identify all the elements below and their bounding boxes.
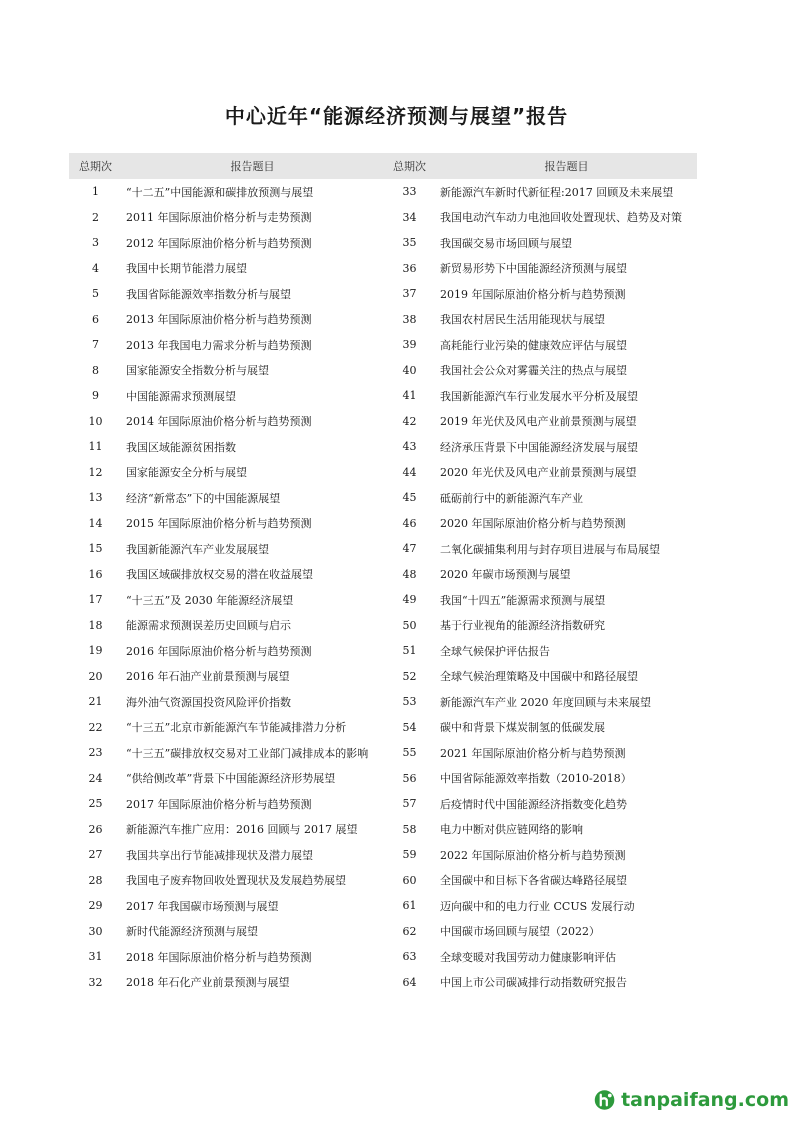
report-title-cell: 我国区域能源贫困指数 <box>126 440 236 454</box>
report-title-cell: “十三五”及 2030 年能源经济展望 <box>126 593 294 607</box>
report-title-cell: 国家能源安全指数分析与展望 <box>126 364 269 378</box>
issue-no-cell: 31 <box>88 950 103 964</box>
report-title-cell: 2014 年国际原油价格分析与趋势预测 <box>126 415 312 429</box>
issue-no-cell: 4 <box>92 261 99 275</box>
report-table <box>69 153 697 995</box>
table-row <box>69 536 697 562</box>
issue-no-cell: 39 <box>402 338 417 352</box>
report-title-cell: 2019 年国际原油价格分析与趋势预测 <box>440 287 626 301</box>
table-row <box>69 383 697 409</box>
report-title-cell: 新能源汽车新时代新征程:2017 回顾及未来展望 <box>440 185 674 199</box>
issue-no-cell: 48 <box>402 567 417 581</box>
table-row <box>69 919 697 945</box>
report-title-cell: 新贸易形势下中国能源经济预测与展望 <box>440 262 627 276</box>
issue-no-cell: 59 <box>402 848 417 862</box>
report-title-cell: 高耗能行业污染的健康效应评估与展望 <box>440 338 627 352</box>
table-row <box>69 511 697 537</box>
report-title-cell: 新时代能源经济预测与展望 <box>126 925 258 939</box>
report-title-cell: 2016 年国际原油价格分析与趋势预测 <box>126 644 312 658</box>
table-row <box>69 307 697 333</box>
report-title-cell: 迈向碳中和的电力行业 CCUS 发展行动 <box>440 899 635 913</box>
table-row <box>69 230 697 256</box>
issue-no-cell: 44 <box>402 465 417 479</box>
issue-no-cell: 7 <box>92 338 99 352</box>
report-title-cell: “十三五”北京市新能源汽车节能减排潜力分析 <box>126 721 347 735</box>
report-title-cell: 2017 年国际原油价格分析与趋势预测 <box>126 797 312 811</box>
table-row <box>69 842 697 868</box>
issue-no-cell: 28 <box>88 873 103 887</box>
issue-no-cell: 10 <box>88 414 103 428</box>
report-title-cell: 我国新能源汽车行业发展水平分析及展望 <box>440 389 638 403</box>
table-row <box>69 664 697 690</box>
issue-no-cell: 36 <box>402 261 417 275</box>
issue-no-cell: 55 <box>402 746 417 760</box>
issue-no-cell: 26 <box>88 822 103 836</box>
report-title-cell: “十三五”碳排放权交易对工业部门减排成本的影响 <box>126 746 369 760</box>
report-title-cell: 全球气候治理策略及中国碳中和路径展望 <box>440 670 638 684</box>
issue-no-cell: 60 <box>402 873 417 887</box>
issue-no-cell: 1 <box>92 185 99 199</box>
report-title-cell: 我国社会公众对雾霾关注的热点与展望 <box>440 364 627 378</box>
report-title-cell: 我国共享出行节能减排现状及潜力展望 <box>126 848 313 862</box>
report-title-cell: 中国上市公司碳减排行动指数研究报告 <box>440 976 627 990</box>
issue-no-cell: 24 <box>88 771 103 785</box>
report-title-cell: 国家能源安全分析与展望 <box>126 466 247 480</box>
issue-no-cell: 49 <box>402 593 417 607</box>
table-body <box>69 179 697 995</box>
table-row <box>69 460 697 486</box>
table-row <box>69 689 697 715</box>
issue-no-cell: 21 <box>88 695 103 709</box>
report-title-cell: 2018 年石化产业前景预测与展望 <box>126 976 290 990</box>
page-title: 中心近年“能源经济预测与展望”报告 <box>224 104 569 128</box>
issue-no-cell: 40 <box>402 363 417 377</box>
report-title-cell: 2020 年国际原油价格分析与趋势预测 <box>440 517 626 531</box>
issue-no-cell: 47 <box>402 542 417 556</box>
table-row <box>69 434 697 460</box>
table-row <box>69 562 697 588</box>
issue-no-cell: 63 <box>402 950 417 964</box>
issue-no-cell: 52 <box>402 669 417 683</box>
table-row <box>69 944 697 970</box>
issue-no-cell: 13 <box>88 491 103 505</box>
report-title-cell: “十二五”中国能源和碳排放预测与展望 <box>126 185 314 199</box>
report-title-cell: 全球气候保护评估报告 <box>440 644 550 658</box>
report-title-cell: “供给侧改革”背景下中国能源经济形势展望 <box>126 772 336 786</box>
issue-no-cell: 2 <box>92 210 99 224</box>
report-title-cell: 我国区域碳排放权交易的潜在收益展望 <box>126 568 313 582</box>
report-title-cell: 2013 年我国电力需求分析与趋势预测 <box>126 338 312 352</box>
column-header-report-title: 报告题目 <box>230 160 275 173</box>
report-title-cell: 中国省际能源效率指数（2010-2018） <box>440 772 632 786</box>
table-row <box>69 970 697 996</box>
table-row <box>69 179 697 205</box>
report-title-cell: 2011 年国际原油价格分析与走势预测 <box>126 211 312 225</box>
report-title-cell: 2017 年我国碳市场预测与展望 <box>126 899 279 913</box>
issue-no-cell: 11 <box>88 440 103 454</box>
issue-no-cell: 54 <box>402 720 417 734</box>
issue-no-cell: 62 <box>402 924 417 938</box>
issue-no-cell: 15 <box>88 542 103 556</box>
report-title-cell: 基于行业视角的能源经济指数研究 <box>440 619 605 633</box>
table-row <box>69 740 697 766</box>
report-title-cell: 2020 年光伏及风电产业前景预测与展望 <box>440 466 637 480</box>
issue-no-cell: 17 <box>88 593 103 607</box>
issue-no-cell: 37 <box>402 287 417 301</box>
table-row <box>69 332 697 358</box>
issue-no-cell: 30 <box>88 924 103 938</box>
table-row <box>69 281 697 307</box>
issue-no-cell: 22 <box>88 720 103 734</box>
report-title-cell: 碳中和背景下煤炭制氢的低碳发展 <box>440 721 605 735</box>
table-row <box>69 791 697 817</box>
table-row <box>69 256 697 282</box>
report-title-cell: 海外油气资源国投资风险评价指数 <box>126 695 291 709</box>
issue-no-cell: 5 <box>92 287 99 301</box>
issue-no-cell: 53 <box>402 695 417 709</box>
table-row <box>69 868 697 894</box>
report-title-cell: 新能源汽车产业 2020 年度回顾与未来展望 <box>440 695 651 709</box>
issue-no-cell: 23 <box>88 746 103 760</box>
issue-no-cell: 18 <box>88 618 103 632</box>
table-row <box>69 817 697 843</box>
report-title-cell: 2020 年碳市场预测与展望 <box>440 568 571 582</box>
column-header-issue-no: 总期次 <box>79 160 112 173</box>
report-title-cell: 我国碳交易市场回顾与展望 <box>440 236 572 250</box>
issue-no-cell: 20 <box>88 669 103 683</box>
report-title-cell: 二氧化碳捕集利用与封存项目进展与布局展望 <box>440 542 660 556</box>
report-title-cell: 全国碳中和目标下各省碳达峰路径展望 <box>440 874 627 888</box>
report-title-cell: 我国农村居民生活用能现状与展望 <box>440 313 605 327</box>
watermark <box>594 1082 789 1118</box>
issue-no-cell: 50 <box>402 618 417 632</box>
table-row <box>69 766 697 792</box>
table-header-row <box>69 153 697 179</box>
issue-no-cell: 6 <box>92 312 99 326</box>
issue-no-cell: 38 <box>402 312 417 326</box>
report-title-cell: 2018 年国际原油价格分析与趋势预测 <box>126 950 312 964</box>
column-header-issue-no-2: 总期次 <box>393 160 426 173</box>
report-title-cell: 中国碳市场回顾与展望（2022） <box>440 925 600 939</box>
issue-no-cell: 3 <box>92 236 99 250</box>
report-title-cell: 我国省际能源效率指数分析与展望 <box>126 287 291 301</box>
report-title-cell: 后疫情时代中国能源经济指数变化趋势 <box>440 797 627 811</box>
issue-no-cell: 12 <box>88 465 103 479</box>
issue-no-cell: 64 <box>402 975 417 989</box>
table-row <box>69 587 697 613</box>
issue-no-cell: 41 <box>402 389 417 403</box>
report-title-cell: 砥砺前行中的新能源汽车产业 <box>440 491 583 505</box>
report-title-cell: 2022 年国际原油价格分析与趋势预测 <box>440 848 626 862</box>
issue-no-cell: 25 <box>88 797 103 811</box>
issue-no-cell: 61 <box>402 899 417 913</box>
report-title-cell: 能源需求预测误差历史回顾与启示 <box>126 619 291 633</box>
report-title-cell: 2015 年国际原油价格分析与趋势预测 <box>126 517 312 531</box>
report-title-cell: 2013 年国际原油价格分析与趋势预测 <box>126 313 312 327</box>
report-title-cell: 2016 年石油产业前景预测与展望 <box>126 670 290 684</box>
table-row <box>69 409 697 435</box>
issue-no-cell: 51 <box>402 644 417 658</box>
report-title-cell: 我国中长期节能潜力展望 <box>126 262 247 276</box>
table-row <box>69 638 697 664</box>
report-title-cell: 新能源汽车推广应用：2016 回顾与 2017 展望 <box>126 823 358 837</box>
issue-no-cell: 35 <box>402 236 417 250</box>
report-title-cell: 2021 年国际原油价格分析与趋势预测 <box>440 746 626 760</box>
issue-no-cell: 57 <box>402 797 417 811</box>
table-row <box>69 893 697 919</box>
column-header-report-title-2: 报告题目 <box>544 160 589 173</box>
issue-no-cell: 34 <box>402 210 417 224</box>
tanpaifang-logo-icon <box>594 1086 615 1114</box>
report-title-cell: 我国电动汽车动力电池回收处置现状、趋势及对策 <box>440 211 682 225</box>
issue-no-cell: 46 <box>402 516 417 530</box>
issue-no-cell: 29 <box>88 899 103 913</box>
report-title-cell: 2012 年国际原油价格分析与趋势预测 <box>126 236 312 250</box>
report-title-cell: 电力中断对供应链网络的影响 <box>440 823 583 837</box>
issue-no-cell: 32 <box>88 975 103 989</box>
table-row <box>69 358 697 384</box>
report-title-cell: 我国“十四五”能源需求预测与展望 <box>440 593 606 607</box>
issue-no-cell: 19 <box>88 644 103 658</box>
table-row <box>69 715 697 741</box>
issue-no-cell: 43 <box>402 440 417 454</box>
report-title-cell: 中国能源需求预测展望 <box>126 389 236 403</box>
watermark-text: tanpaifang.com <box>621 1089 789 1111</box>
issue-no-cell: 16 <box>88 567 103 581</box>
issue-no-cell: 58 <box>402 822 417 836</box>
issue-no-cell: 56 <box>402 771 417 785</box>
table-row <box>69 205 697 231</box>
issue-no-cell: 27 <box>88 848 103 862</box>
report-title-cell: 经济承压背景下中国能源经济发展与展望 <box>440 440 638 454</box>
issue-no-cell: 33 <box>402 185 417 199</box>
issue-no-cell: 14 <box>88 516 103 530</box>
report-title-cell: 我国新能源汽车产业发展展望 <box>126 542 269 556</box>
report-title-cell: 全球变暖对我国劳动力健康影响评估 <box>440 950 616 964</box>
report-title-cell: 我国电子废弃物回收处置现状及发展趋势展望 <box>126 874 346 888</box>
table-row <box>69 485 697 511</box>
issue-no-cell: 9 <box>92 389 99 403</box>
issue-no-cell: 8 <box>92 363 99 377</box>
issue-no-cell: 42 <box>402 414 417 428</box>
report-title-cell: 经济“新常态”下的中国能源展望 <box>126 491 281 505</box>
report-title-cell: 2019 年光伏及风电产业前景预测与展望 <box>440 415 637 429</box>
table-row <box>69 613 697 639</box>
issue-no-cell: 45 <box>402 491 417 505</box>
